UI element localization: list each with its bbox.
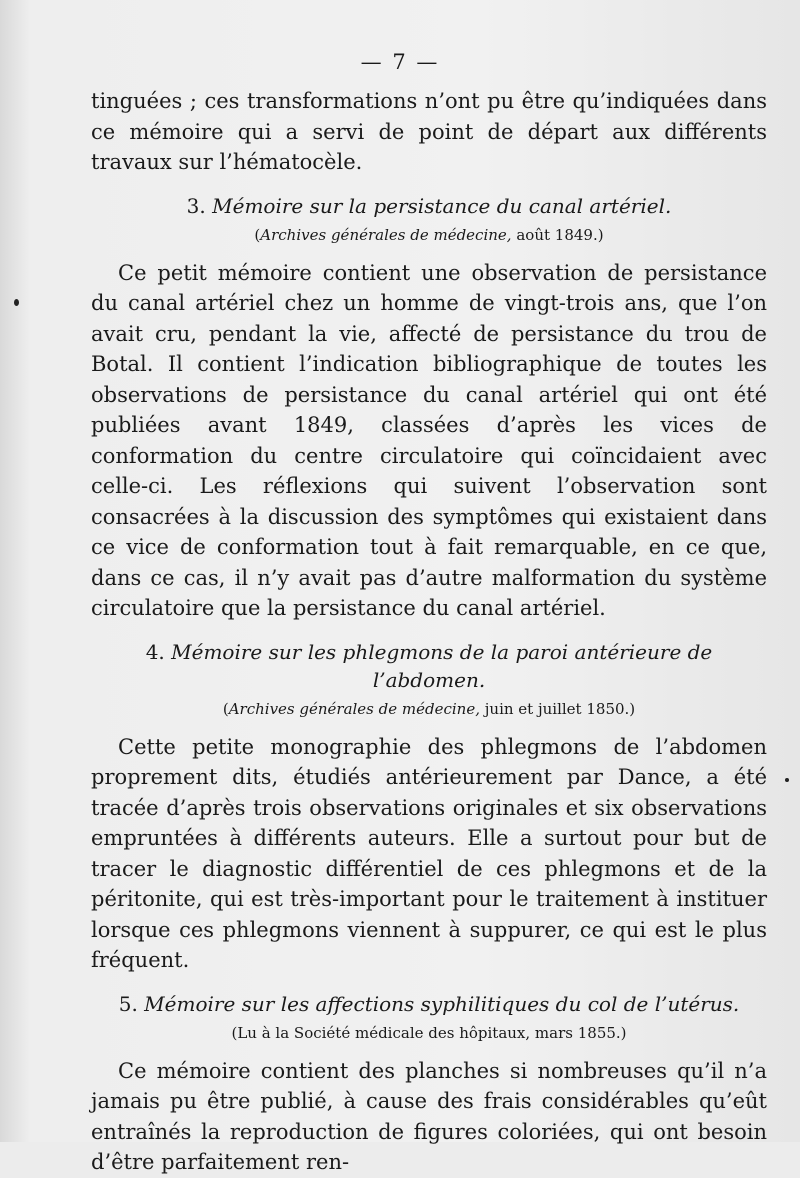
source-date: juin et juillet 1850. — [484, 699, 630, 718]
section-paragraph: Ce mémoire contient des planches si nombreuses qu’il n’a jamais pu être publié, à cause des frais considérables qu’eût entraînés la reproduction de figures coloriées, qui ont besoin d’être parfaitement ren- — [91, 1058, 767, 1174]
section-paragraph: Cette petite monographie des phlegmons de l’abdomen proprement dits, étudiés antérieurement par Dance, a été tracée d’après trois observations originales et six observations empruntées à différents auteurs. Elle a surtout pour but de tracer le diagnostic différentiel de ces phlegmons et de la péritonite, qui est très-important pour le traitement à instituer lorsque ces phlegmons viennent à suppurer, ce qui est le plus fréquent. — [91, 734, 767, 972]
page-body — [91, 86, 767, 1178]
section-number: 3. — [186, 193, 206, 218]
section-heading — [91, 192, 767, 220]
source-date: août 1849. — [516, 225, 598, 244]
section-4 — [91, 638, 767, 976]
ink-speck — [14, 299, 19, 306]
section-paragraph: Ce petit mémoire contient une observation de persistance du canal artériel chez un homme de vingt-trois ans, que l’on avait cru, pendant la vie, affecté de persistance du trou de Botal. Il contient l’indication bibliographique de toutes les observations de persistance du canal artériel qui ont été publiées avant 1849, classées d’après les vices de conformation du centre circulatoire qui coïncidaient avec celle-ci. Les réflexions qui suivent l’observation sont consacrées à la discussion des symptômes qui existaient dans ce vice de conformation tout à fait remarquable, en ce que, dans ce cas, il n’y avait pas d’autre malformation du système circulatoire que la persistance du canal artériel. — [91, 260, 767, 620]
intro-paragraph: tinguées ; ces transformations n’ont pu être qu’indiquées dans ce mémoire qui a servi de point de départ aux différents travaux sur l’hématocèle. — [91, 89, 767, 174]
section-title: Mémoire sur les phlegmons de la paroi antérieure de l’abdomen. — [171, 639, 713, 692]
ink-speck — [785, 778, 789, 782]
source-publication: Archives générales de médecine, — [228, 699, 480, 718]
section-source: (Archives générales de médecine, août 1849.) — [254, 225, 604, 244]
section-source: (Archives générales de médecine, juin et juillet 1850.) — [222, 699, 636, 718]
section-title: Mémoire sur la persistance du canal artériel. — [212, 193, 672, 218]
section-source: (Lu à la Société médicale des hôpitaux, mars 1855.) — [231, 1023, 627, 1042]
page-number: — 7 — — [360, 50, 440, 74]
source-date: Lu à la Société médicale des hôpitaux, mars 1855. — [237, 1023, 621, 1042]
section-number: 4. — [145, 639, 165, 664]
section-number: 5. — [118, 991, 138, 1016]
source-publication: Archives générales de médecine, — [260, 225, 512, 244]
section-5 — [91, 990, 767, 1178]
section-3 — [91, 192, 767, 624]
section-title: Mémoire sur les affections syphilitiques du col de l’utérus. — [144, 991, 740, 1016]
section-heading — [91, 638, 767, 694]
section-heading — [91, 990, 767, 1018]
